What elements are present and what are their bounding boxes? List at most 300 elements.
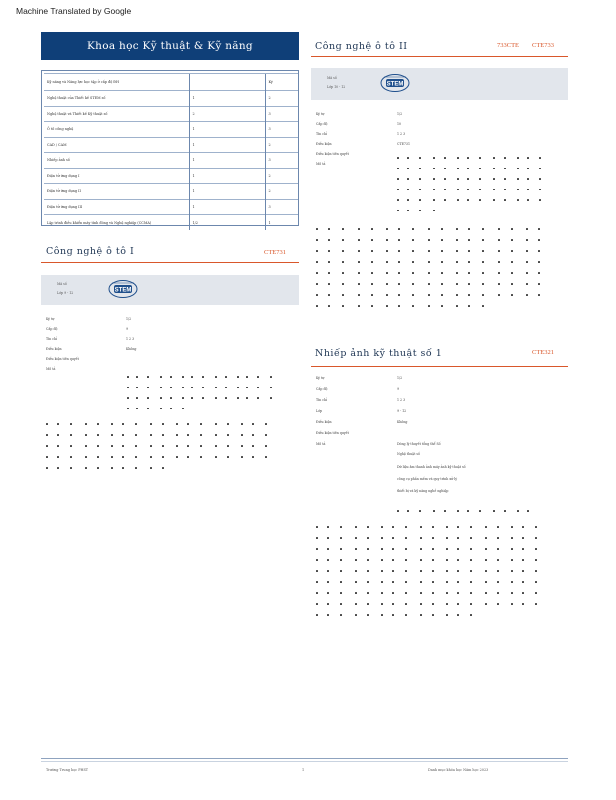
text-dot [342, 294, 344, 296]
text-dot [457, 559, 459, 561]
text-dot-line [46, 456, 271, 458]
text-dot [407, 210, 409, 212]
text-dot [470, 592, 472, 594]
text-dot [522, 526, 524, 528]
field-label: Tín chỉ [316, 132, 328, 136]
text-dot [535, 537, 537, 539]
stem-badge-label: STEM [114, 287, 132, 294]
field-value: 1/2 [397, 112, 403, 116]
text-dot [316, 261, 318, 263]
stem-meta-line: Mã số [57, 282, 67, 286]
text-dot [446, 526, 448, 528]
text-dot [227, 445, 229, 447]
text-dot [479, 168, 481, 170]
text-dot [57, 423, 59, 425]
text-dot [162, 445, 164, 447]
text-dot [457, 570, 459, 572]
table-row [44, 137, 298, 153]
text-dot [252, 445, 254, 447]
table-row [44, 106, 298, 122]
text-dot [170, 408, 172, 410]
text-dot [367, 592, 369, 594]
text-dot [498, 294, 500, 296]
text-dot [522, 548, 524, 550]
table-row [44, 74, 298, 91]
text-dot [412, 272, 414, 274]
text-dot [241, 434, 243, 436]
text-dot [482, 294, 484, 296]
field-value: Không [397, 420, 408, 424]
text-dot [420, 581, 422, 583]
text-dot [433, 199, 435, 201]
text-dot-line [316, 305, 492, 307]
text-dot-line [316, 592, 550, 594]
text-dot [187, 456, 189, 458]
text-dot-line [316, 581, 550, 583]
text-dot [446, 614, 448, 616]
table-row [44, 199, 298, 215]
text-dot [441, 283, 443, 285]
text-dot [46, 467, 48, 469]
text-dot [215, 445, 217, 447]
text-dot [412, 294, 414, 296]
table-cell: Điện tử ứng dụng II [44, 184, 189, 200]
text-dot [215, 376, 217, 378]
text-dot [398, 272, 400, 274]
text-dot [526, 228, 528, 230]
text-dot [446, 537, 448, 539]
text-dot [482, 239, 484, 241]
text-dot [457, 157, 459, 159]
text-dot [405, 614, 407, 616]
text-dot [328, 283, 330, 285]
text-dot [405, 526, 407, 528]
text-dot [381, 581, 383, 583]
text-dot [482, 228, 484, 230]
text-dot [246, 397, 248, 399]
text-dot [412, 228, 414, 230]
text-dot [46, 434, 48, 436]
text-dot [225, 387, 227, 389]
text-dot [316, 537, 318, 539]
table-cell: Nhiếp ảnh số [44, 153, 189, 169]
text-dot [405, 559, 407, 561]
field-value: 10 [397, 122, 402, 126]
text-dot [456, 250, 458, 252]
text-dot [511, 261, 513, 263]
text-dot [70, 467, 72, 469]
table-cell: CAD / CAM [44, 137, 189, 153]
text-dot [432, 548, 434, 550]
text-dot [446, 603, 448, 605]
stem-meta [57, 280, 73, 298]
text-dot [457, 548, 459, 550]
text-dot [342, 261, 344, 263]
text-dot [57, 445, 59, 447]
text-dot [257, 387, 259, 389]
text-dot [316, 559, 318, 561]
text-dot [252, 434, 254, 436]
text-dot [97, 423, 99, 425]
text-dot [215, 434, 217, 436]
text-dot [407, 199, 409, 201]
text-dot [398, 228, 400, 230]
text-dot [340, 592, 342, 594]
text-dot [202, 397, 204, 399]
text-dot-line [127, 376, 272, 378]
text-dot [122, 456, 124, 458]
text-dot [446, 581, 448, 583]
text-dot [397, 168, 399, 170]
text-dot [127, 387, 129, 389]
text-dot [246, 387, 248, 389]
course-title-auto1: Công nghệ ô tô I [46, 246, 135, 257]
text-dot [405, 548, 407, 550]
text-dot [182, 376, 184, 378]
text-dot [470, 581, 472, 583]
text-dot [191, 376, 193, 378]
text-dot [162, 434, 164, 436]
text-dot [70, 445, 72, 447]
text-dot [122, 467, 124, 469]
text-dot [432, 581, 434, 583]
text-dot [355, 537, 357, 539]
text-dot [498, 250, 500, 252]
text-dot [420, 592, 422, 594]
text-dot [358, 283, 360, 285]
field-label: Điều kiện [316, 142, 332, 146]
text-dot [511, 570, 513, 572]
text-dot [504, 199, 506, 201]
text-dot [444, 157, 446, 159]
text-dot [386, 239, 388, 241]
course-code-photo1: CTE321 [532, 349, 555, 356]
text-dot-line [316, 272, 550, 274]
text-dot [456, 228, 458, 230]
field-value: Không [126, 347, 137, 351]
text-dot [498, 272, 500, 274]
text-dot [386, 250, 388, 252]
text-dot [147, 376, 149, 378]
table-cell: 2 [265, 168, 298, 184]
text-dot [371, 283, 373, 285]
text-dot [468, 228, 470, 230]
text-dot-line [316, 614, 480, 616]
text-dot-line [316, 548, 550, 550]
text-dot [215, 387, 217, 389]
text-dot [135, 434, 137, 436]
text-dot [270, 397, 272, 399]
footer-rule [41, 758, 568, 759]
text-dot [482, 261, 484, 263]
text-dot [340, 614, 342, 616]
text-dot [457, 510, 459, 512]
field-label: Lớp [316, 409, 323, 413]
text-dot [355, 603, 357, 605]
text-dot [85, 445, 87, 447]
text-dot [457, 614, 459, 616]
text-dot [504, 178, 506, 180]
text-dot-line [397, 189, 552, 191]
text-dot [405, 603, 407, 605]
text-dot [392, 570, 394, 572]
text-dot [135, 423, 137, 425]
text-dot [457, 189, 459, 191]
text-dot [160, 397, 162, 399]
footer-left: Trường Trung học PHST [46, 768, 89, 772]
text-dot [150, 467, 152, 469]
text-dot [215, 456, 217, 458]
text-dot [497, 581, 499, 583]
text-dot [470, 614, 472, 616]
text-dot [407, 510, 409, 512]
text-dot [535, 603, 537, 605]
text-dot [327, 603, 329, 605]
text-dot [358, 294, 360, 296]
text-dot [432, 559, 434, 561]
text-dot [405, 537, 407, 539]
field-label: Ký tự [46, 317, 55, 321]
footer-right: Danh mục khóa học Năm học 2023 [428, 768, 489, 772]
text-dot [270, 376, 272, 378]
text-dot [412, 239, 414, 241]
text-dot [187, 445, 189, 447]
text-dot [367, 581, 369, 583]
text-dot [485, 592, 487, 594]
text-dot [470, 548, 472, 550]
text-dot [441, 305, 443, 307]
text-dot-line [316, 559, 550, 561]
text-dot [122, 445, 124, 447]
text-dot [420, 537, 422, 539]
text-dot-line [316, 283, 550, 285]
text-dot [340, 537, 342, 539]
text-dot [191, 397, 193, 399]
text-dot [358, 272, 360, 274]
text-dot [482, 305, 484, 307]
text-dot [147, 397, 149, 399]
text-dot [517, 510, 519, 512]
text-dot [328, 228, 330, 230]
field-value: 1/2 [126, 317, 132, 321]
text-dot [511, 581, 513, 583]
text-dot [371, 250, 373, 252]
field-value: 9 [126, 327, 129, 331]
text-dot [498, 239, 500, 241]
text-dot [420, 603, 422, 605]
text-dot [392, 537, 394, 539]
table-cell: 1 [265, 215, 298, 231]
text-dot [420, 570, 422, 572]
text-dot [441, 294, 443, 296]
text-dot [176, 456, 178, 458]
text-dot [122, 434, 124, 436]
text-dot [522, 559, 524, 561]
text-dot [511, 537, 513, 539]
text-dot [479, 178, 481, 180]
text-dot [162, 467, 164, 469]
table-row [44, 168, 298, 184]
text-dot [446, 592, 448, 594]
text-dot [398, 294, 400, 296]
text-dot [392, 581, 394, 583]
text-dot-line [397, 178, 552, 180]
text-dot [428, 305, 430, 307]
text-dot [150, 456, 152, 458]
text-dot [441, 228, 443, 230]
text-dot [392, 603, 394, 605]
text-dot-line [397, 168, 552, 170]
text-dot [482, 283, 484, 285]
text-dot [456, 261, 458, 263]
text-dot [342, 305, 344, 307]
text-dot [468, 305, 470, 307]
table-cell: Điện tử ứng dụng I [44, 168, 189, 184]
text-dot [398, 250, 400, 252]
text-dot [405, 581, 407, 583]
text-dot [342, 272, 344, 274]
text-dot [381, 614, 383, 616]
text-dot [522, 537, 524, 539]
text-dot [444, 510, 446, 512]
text-dot [237, 387, 239, 389]
course-code-auto2: CTE733 [532, 42, 555, 49]
text-dot [381, 559, 383, 561]
text-dot [485, 537, 487, 539]
text-dot-line [127, 397, 272, 399]
text-dot [327, 581, 329, 583]
text-dot [111, 467, 113, 469]
stem-badge-icon [107, 279, 139, 299]
stem-banner [41, 275, 299, 305]
text-dot [432, 603, 434, 605]
text-dot [182, 387, 184, 389]
text-dot [467, 199, 469, 201]
text-dot [316, 592, 318, 594]
text-dot [160, 376, 162, 378]
text-dot [371, 294, 373, 296]
text-dot [397, 178, 399, 180]
text-dot [135, 445, 137, 447]
text-dot [225, 397, 227, 399]
text-dot [504, 168, 506, 170]
text-dot-line [127, 408, 185, 410]
text-dot [371, 239, 373, 241]
text-dot [433, 178, 435, 180]
text-dot [433, 168, 435, 170]
text-dot [467, 510, 469, 512]
text-dot [457, 526, 459, 528]
text-dot [517, 168, 519, 170]
field-label: Tín chỉ [46, 337, 58, 341]
text-dot [398, 239, 400, 241]
table-row [44, 91, 298, 107]
text-dot-line [316, 228, 550, 230]
text-dot [485, 603, 487, 605]
text-dot [470, 559, 472, 561]
text-dot [136, 397, 138, 399]
text-dot [535, 548, 537, 550]
table-cell: Điện tử ứng dụng III [44, 199, 189, 215]
text-dot [367, 570, 369, 572]
subhead-line: Nghệ thuật số [397, 452, 420, 456]
skills-header [41, 32, 299, 60]
text-dot [456, 294, 458, 296]
text-dot [522, 581, 524, 583]
text-dot [386, 283, 388, 285]
text-dot-line [316, 239, 550, 241]
text-dot [538, 283, 540, 285]
text-dot [57, 456, 59, 458]
text-dot [412, 305, 414, 307]
text-dot [397, 157, 399, 159]
text-dot [419, 189, 421, 191]
field-label: Mô tả [316, 162, 326, 166]
text-dot [497, 526, 499, 528]
text-dot [504, 189, 506, 191]
text-dot [355, 614, 357, 616]
page-number: 1 [302, 768, 305, 772]
text-dot [511, 548, 513, 550]
text-dot [367, 537, 369, 539]
text-dot [485, 570, 487, 572]
text-dot [371, 228, 373, 230]
text-dot [397, 199, 399, 201]
text-dot [444, 189, 446, 191]
text-dot [485, 548, 487, 550]
text-dot [367, 548, 369, 550]
text-dot [420, 614, 422, 616]
text-dot [241, 456, 243, 458]
table-cell: 2 [189, 106, 265, 122]
text-dot [227, 434, 229, 436]
table-row [44, 184, 298, 200]
text-dot [340, 603, 342, 605]
text-dot [316, 603, 318, 605]
text-dot [428, 272, 430, 274]
text-dot-line [46, 445, 271, 447]
text-dot [355, 559, 357, 561]
text-dot [498, 283, 500, 285]
text-dot [527, 168, 529, 170]
text-dot [428, 283, 430, 285]
text-dot [316, 283, 318, 285]
text-dot [85, 434, 87, 436]
text-dot [327, 526, 329, 528]
text-dot [526, 283, 528, 285]
text-dot [526, 272, 528, 274]
text-dot [527, 199, 529, 201]
text-dot [522, 603, 524, 605]
text-dot [191, 387, 193, 389]
text-dot [468, 250, 470, 252]
text-dot [340, 559, 342, 561]
text-dot [517, 178, 519, 180]
text-dot [386, 305, 388, 307]
text-dot [441, 239, 443, 241]
subhead-line: Dòng lý thuyết tổng thể Số [397, 442, 441, 446]
text-dot [412, 261, 414, 263]
text-dot [493, 157, 495, 159]
text-dot [511, 250, 513, 252]
text-dot [111, 423, 113, 425]
text-dot [327, 537, 329, 539]
text-dot [215, 423, 217, 425]
text-dot [371, 305, 373, 307]
text-dot [162, 456, 164, 458]
text-dot [535, 581, 537, 583]
text-dot-line [316, 537, 550, 539]
